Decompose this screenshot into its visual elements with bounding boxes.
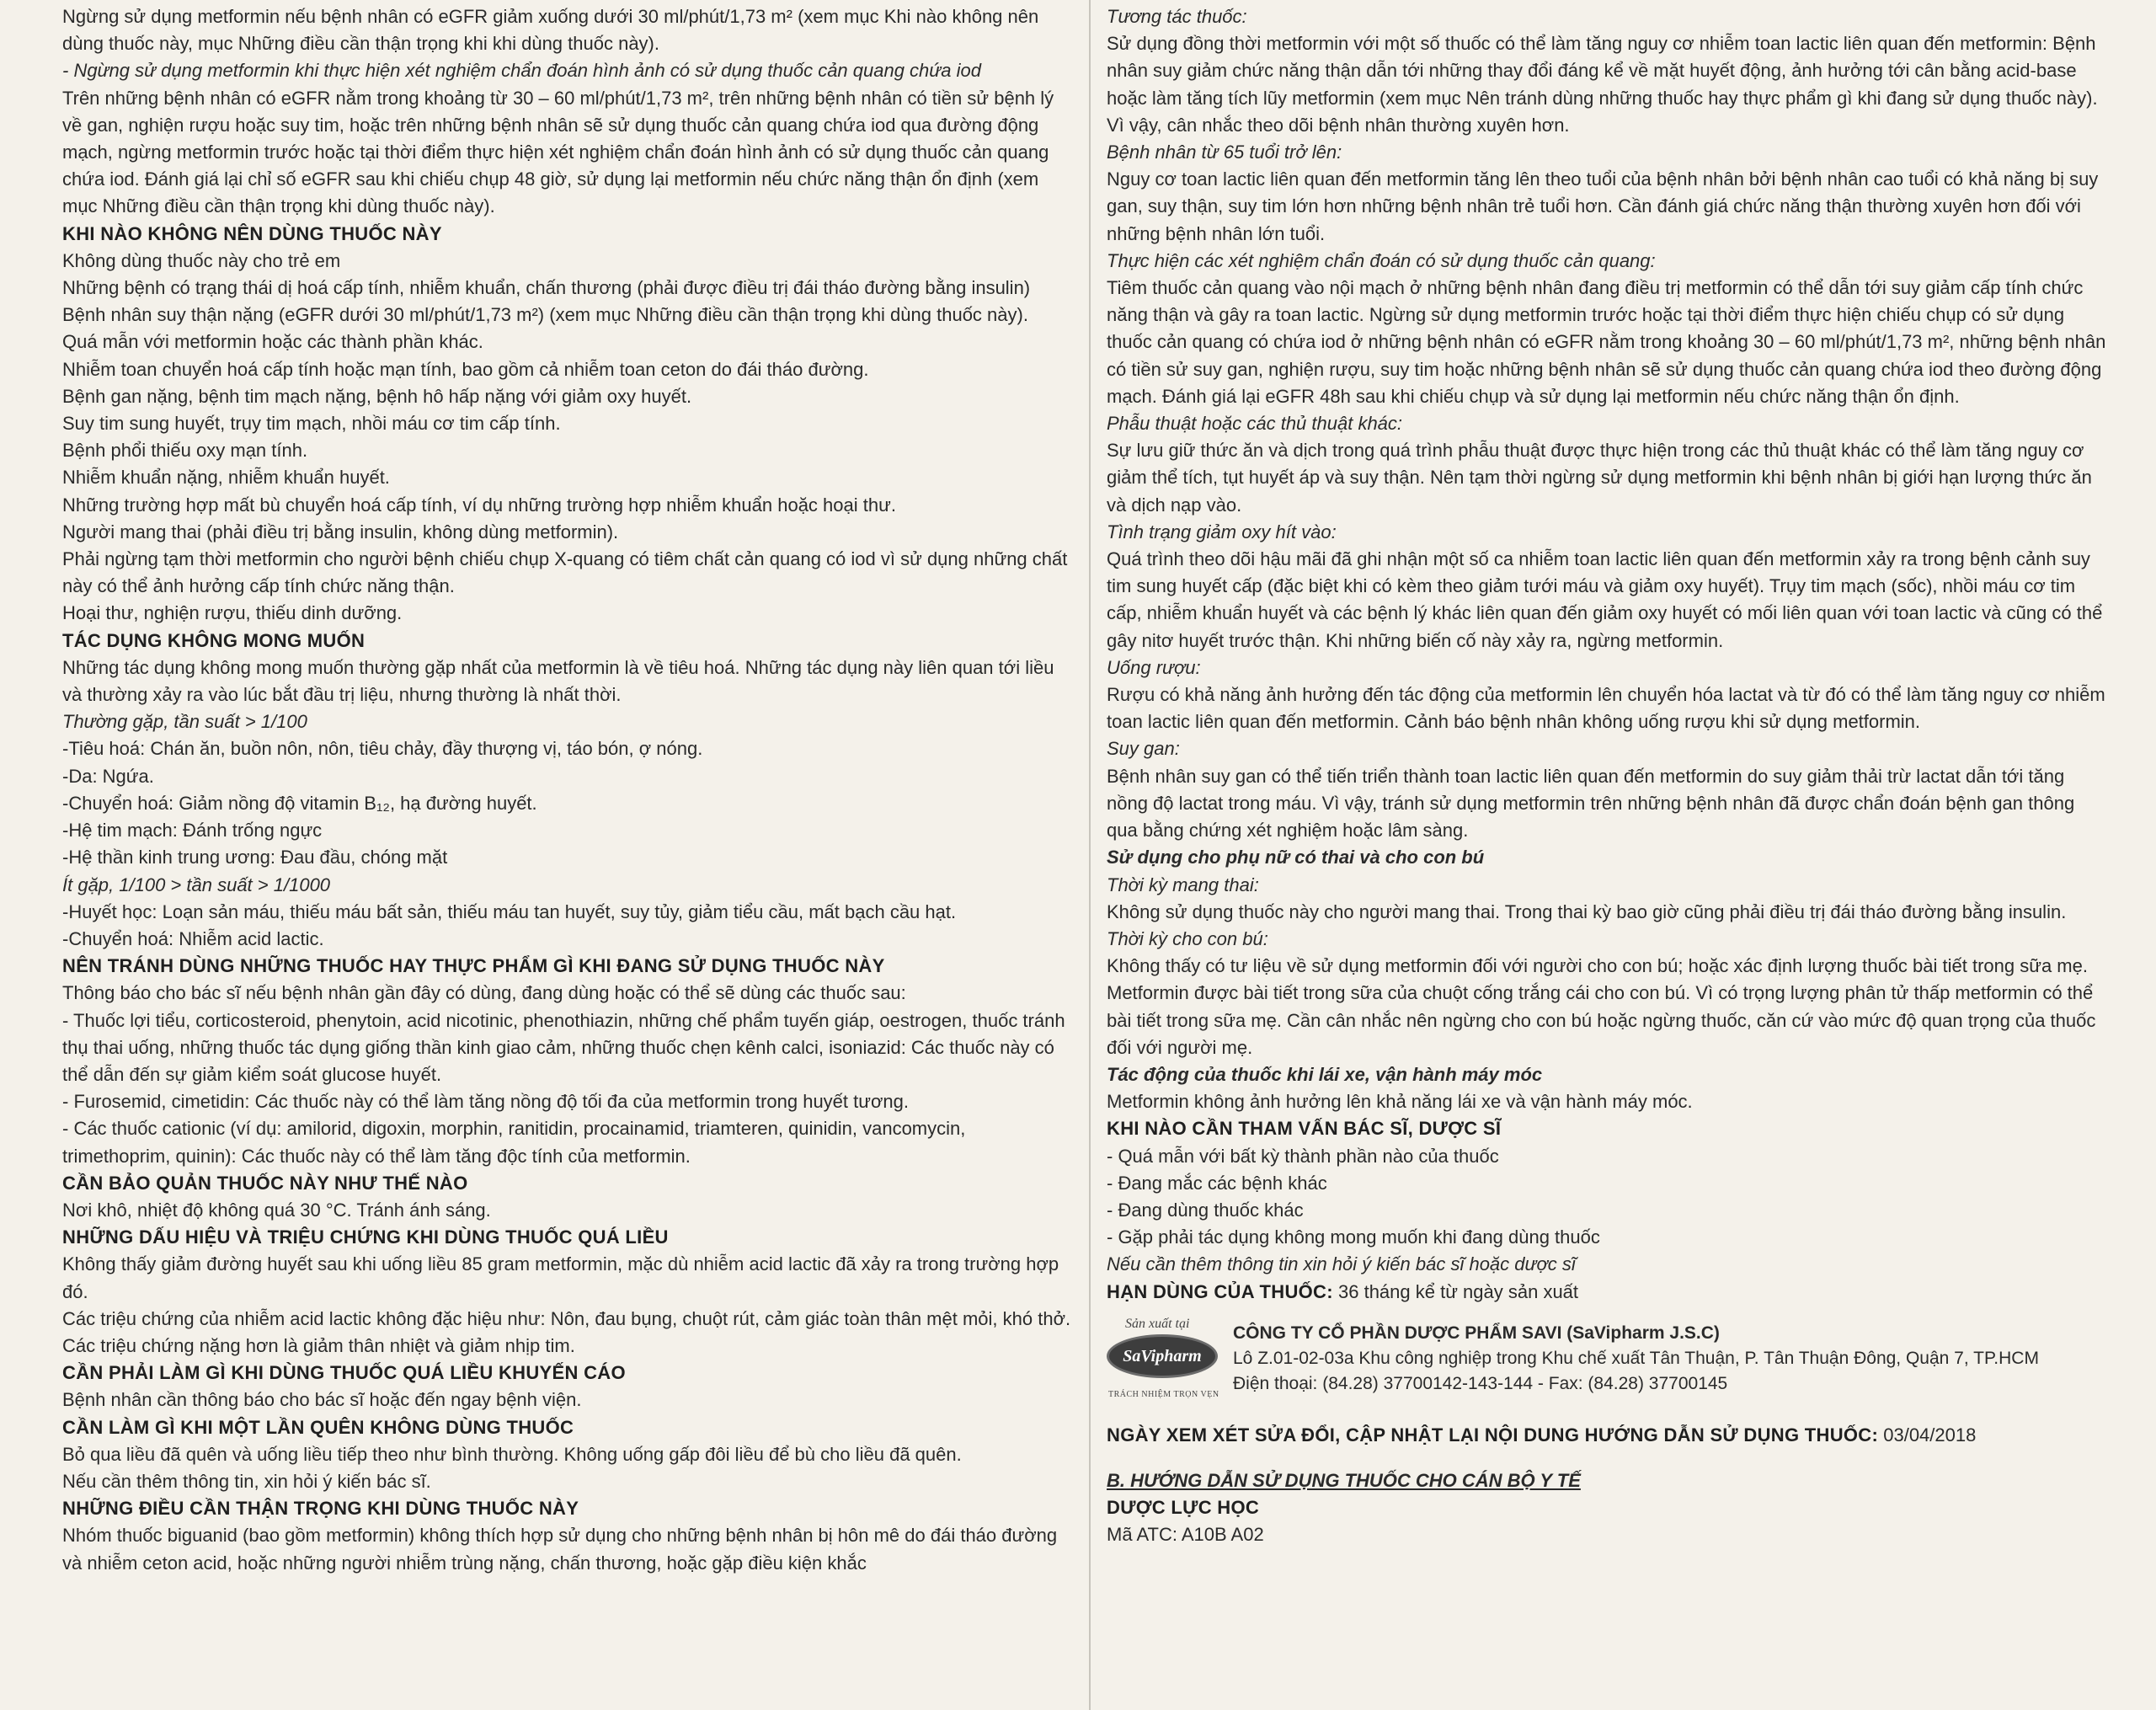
section-heading: CẦN BẢO QUẢN THUỐC NÀY NHƯ THẾ NÀO	[62, 1172, 468, 1194]
paragraph: Quá mẫn với metformin hoặc các thành phần khác.	[62, 331, 483, 353]
paragraph: Hoại thư, nghiện rượu, thiếu dinh dưỡng.	[62, 602, 403, 624]
atc-code: Mã ATC: A10B A02	[1107, 1524, 1264, 1546]
paragraph: Các triệu chứng của nhiễm acid lactic không đặc hiệu như: Nôn, đau bụng, chuột rút, cảm giác toàn thân mệt mỏi, khó thở. Các triệu chứng nặng hơn là giảm thân nhiệt và giảm nhịp tim.	[62, 1307, 1071, 1356]
part-b-heading: DƯỢC LỰC HỌC	[1107, 1497, 1260, 1519]
section-heading: CẦN LÀM GÌ KHI MỘT LẦN QUÊN KHÔNG DÙNG THUỐC	[62, 1416, 574, 1438]
subheading: - Ngừng sử dụng metformin khi thực hiện xét nghiệm chẩn đoán hình ảnh có sử dụng thuốc cản quang chứa iod	[62, 60, 981, 82]
paragraph: Quá trình theo dõi hậu mãi đã ghi nhận một số ca nhiễm toan lactic liên quan đến metformin xảy ra trong bệnh cảnh suy tim sung huyết cấp (đặc biệt khi có kèm theo giảm tưới máu và giảm oxy huyết). Trụy tim mạch (sốc), nhồi máu cơ tim cấp, nhiễm khuẩn huyết và các bệnh lý khác liên quan đến giảm oxy huyết có mối liên quan với toan lactic và cũng có thể gây nitơ huyết trước thận. Khi những biến cố này xảy ra, ngừng metformin.	[1107, 548, 2103, 651]
expiry-label: HẠN DÙNG CỦA THUỐC:	[1107, 1280, 1333, 1302]
paragraph: Không thấy giảm đường huyết sau khi uống liều 85 gram metformin, mặc dù nhiễm acid lactic đã xảy ra trong trường hợp đó.	[62, 1253, 1059, 1302]
subheading: Phẫu thuật hoặc các thủ thuật khác:	[1107, 413, 1403, 435]
paragraph: Nhiễm khuẩn nặng, nhiễm khuẩn huyết.	[62, 467, 390, 489]
revision-date: 03/04/2018	[1883, 1424, 1977, 1445]
paragraph: Người mang thai (phải điều trị bằng insulin, không dùng metformin).	[62, 521, 619, 542]
paragraph: Ngừng sử dụng metformin nếu bệnh nhân có eGFR giảm xuống dưới 30 ml/phút/1,73 m² (xem mục Khi nào không nên dùng thuốc này, mục Những điều cần thận trọng khi khi dùng thuốc này).	[62, 6, 1039, 55]
section-heading: TÁC DỤNG KHÔNG MONG MUỐN	[62, 629, 366, 651]
paragraph: - Gặp phải tác dụng không mong muốn khi đang dùng thuốc	[1107, 1226, 1600, 1248]
paragraph: -Da: Ngứa.	[62, 765, 154, 787]
paragraph: Trên những bệnh nhân có eGFR nằm trong khoảng từ 30 – 60 ml/phút/1,73 m², trên những bệnh nhân có tiền sử bệnh lý về gan, nghiện rượu hoặc suy tim, hoặc trên những bệnh nhân sẽ sử dụng thuốc cản quang chứa iod qua đường động mạch, ngừng metformin trước hoặc tại thời điểm thực hiện xét nghiệm chẩn đoán hình ảnh có sử dụng thuốc cản quang chứa iod. Đánh giá lại chỉ số eGFR sau khi chiếu chụp 48 giờ, sử dụng lại metformin nếu chức năng thận ổn định (xem mục Những điều cần thận trọng khi dùng thuốc này).	[62, 87, 1054, 217]
paragraph: -Hệ tim mạch: Đánh trống ngực	[62, 820, 323, 842]
paragraph: Bỏ qua liều đã quên và uống liều tiếp theo như bình thường. Không uống gấp đôi liều để bù cho liều đã quên.	[62, 1443, 962, 1465]
logo-slogan: TRÁCH NHIỆM TRỌN VẸN	[1108, 1389, 1219, 1399]
company-name: CÔNG TY CỔ PHẦN DƯỢC PHẨM SAVI (SaVipharm J.S.C)	[1233, 1323, 1720, 1343]
column-divider	[1089, 0, 1091, 1710]
expiry-value: 36 tháng kể từ ngày sản xuất	[1338, 1280, 1579, 1302]
paragraph: Phải ngừng tạm thời metformin cho người bệnh chiếu chụp X-quang có tiêm chất cản quang có iod vì sử dụng những chất này có thể ảnh hưởng cấp tính chức năng thận.	[62, 548, 1068, 597]
revision-label: NGÀY XEM XÉT SỬA ĐỔI, CẬP NHẬT LẠI NỘI DUNG HƯỚNG DẪN SỬ DỤNG THUỐC:	[1107, 1424, 1879, 1445]
revision-line	[1107, 1422, 2109, 1449]
paragraph: -Chuyển hoá: Giảm nồng độ vitamin B₁₂, hạ đường huyết.	[62, 792, 537, 814]
subheading: Thời kỳ mang thai:	[1107, 874, 1259, 895]
paragraph: -Chuyển hoá: Nhiễm acid lactic.	[62, 927, 324, 949]
paragraph: Nhóm thuốc biguanid (bao gồm metformin) không thích hợp sử dụng cho những bệnh nhân bị hôn mê do đái tháo đường và nhiễm ceton acid, hoặc những người nhiễm trùng nặng, chấn thương, hoặc gặp điều kiện khắc	[62, 1525, 1058, 1574]
paragraph: -Hệ thần kinh trung ương: Đau đầu, chóng mặt	[62, 847, 448, 868]
paragraph: Những bệnh có trạng thái dị hoá cấp tính, nhiễm khuẩn, chấn thương (phải được điều trị đái tháo đường bằng insulin)	[62, 277, 1031, 299]
paragraph: - Đang mắc các bệnh khác	[1107, 1172, 1327, 1194]
subheading: Uống rượu:	[1107, 656, 1201, 678]
paragraph: - Đang dùng thuốc khác	[1107, 1199, 1304, 1221]
paragraph: Nhiễm toan chuyển hoá cấp tính hoặc mạn tính, bao gồm cả nhiễm toan ceton do đái tháo đường.	[62, 358, 869, 380]
section-heading: NHỮNG ĐIỀU CẦN THẬN TRỌNG KHI DÙNG THUỐC NÀY	[62, 1498, 579, 1520]
section-heading: KHI NÀO KHÔNG NÊN DÙNG THUỐC NÀY	[62, 222, 442, 244]
subheading: Tình trạng giảm oxy hít vào:	[1107, 521, 1337, 542]
subheading: Thời kỳ cho con bú:	[1107, 927, 1268, 949]
paragraph: Suy tim sung huyết, trụy tim mạch, nhồi máu cơ tim cấp tính.	[62, 413, 561, 435]
subheading: Thực hiện các xét nghiệm chẩn đoán có sử dụng thuốc cản quang:	[1107, 249, 1656, 271]
company-address: Lô Z.01-02-03a Khu công nghiệp trong Khu chế xuất Tân Thuận, P. Tân Thuận Đông, Quận 7, TP.HCM	[1233, 1348, 2039, 1368]
expiry-line	[1107, 1279, 2109, 1306]
paragraph: Những trường hợp mất bù chuyển hoá cấp tính, ví dụ những trường hợp nhiễm khuẩn hoặc hoại thư.	[62, 494, 896, 516]
paragraph: Sử dụng đồng thời metformin với một số thuốc có thể làm tăng nguy cơ nhiễm toan lactic liên quan đến metformin: Bệnh nhân suy giảm chức năng thận dẫn tới những thay đổi đáng kể về mặt huyết động, ảnh hưởng tới cân bằng acid-base hoặc làm tăng tích lũy metformin (xem mục Nên tránh dùng những thuốc hay thực phẩm gì khi đang sử dụng thuốc này). Vì vậy, cân nhắc theo dõi bệnh nhân thường xuyên hơn.	[1107, 33, 2098, 136]
section-heading: Tác động của thuốc khi lái xe, vận hành máy móc	[1107, 1063, 1543, 1085]
paragraph: Không thấy có tư liệu về sử dụng metformin đối với người cho con bú; hoặc xác định lượng thuốc bài tiết trong sữa mẹ. Metformin được bài tiết trong sữa của chuột cống trắng cái cho con bú. Vì có trọng lượng phân tử thấp metformin có thể bài tiết trong sữa mẹ. Cần cân nhắc nên ngừng cho con bú hoặc ngừng thuốc, căn cứ vào mức độ quan trọng của thuốc đối với người mẹ.	[1107, 955, 2096, 1058]
subheading: Ít gặp, 1/100 > tần suất > 1/1000	[62, 874, 331, 895]
paragraph: -Tiêu hoá: Chán ăn, buồn nôn, nôn, tiêu chảy, đầy thượng vị, táo bón, ợ nóng.	[62, 738, 703, 760]
manufacturer-block	[1107, 1311, 2109, 1422]
subheading: Suy gan:	[1107, 738, 1180, 760]
paragraph: Nguy cơ toan lactic liên quan đến metformin tăng lên theo tuổi của bệnh nhân bởi bệnh nhân cao tuổi có khả năng bị suy gan, suy thận, suy tim lớn hơn những bệnh nhân trẻ tuổi hơn. Cần đánh giá chức năng thận thường xuyên hơn đối với những bệnh nhân lớn tuổi.	[1107, 168, 2099, 244]
paragraph: Sự lưu giữ thức ăn và dịch trong quá trình phẫu thuật được thực hiện trong các thủ thuật khác có thể làm tăng nguy cơ giảm thể tích, tụt huyết áp và suy thận. Nên tạm thời ngừng sử dụng metformin khi bệnh nhân bị giới hạn lượng thức ăn và dịch nạp vào.	[1107, 440, 2092, 516]
paragraph: Bệnh phổi thiếu oxy mạn tính.	[62, 440, 308, 462]
company-info	[1233, 1321, 2039, 1397]
paragraph: Bệnh gan nặng, bệnh tim mạch nặng, bệnh hô hấp nặng với giảm oxy huyết.	[62, 385, 692, 407]
spacer	[1107, 1449, 2109, 1467]
section-heading: NÊN TRÁNH DÙNG NHỮNG THUỐC HAY THỰC PHẨM GÌ KHI ĐANG SỬ DỤNG THUỐC NÀY	[62, 955, 885, 977]
subheading: Bệnh nhân từ 65 tuổi trở lên:	[1107, 142, 1342, 163]
made-at-caption: Sản xuất tại	[1125, 1316, 1190, 1331]
paragraph: - Các thuốc cationic (ví dụ: amilorid, digoxin, morphin, ranitidin, procainamid, triamteren, quinidin, vancomycin, trimethoprim, quinin): Các thuốc này có thể làm tăng độc tính của metformin.	[62, 1118, 966, 1167]
savipharm-logo: SaVipharm	[1107, 1334, 1218, 1378]
paragraph: - Quá mẫn với bất kỳ thành phần nào của thuốc	[1107, 1145, 1499, 1167]
section-heading: NHỮNG DẤU HIỆU VÀ TRIỆU CHỨNG KHI DÙNG THUỐC QUÁ LIỀU	[62, 1226, 669, 1248]
paragraph: Rượu có khả năng ảnh hưởng đến tác động của metformin lên chuyển hóa lactat và từ đó có thể làm tăng nguy cơ nhiễm toan lactic liên quan đến metformin. Cảnh báo bệnh nhân không uống rượu khi sử dụng metformin.	[1107, 684, 2105, 733]
part-b-title: B. HƯỚNG DẪN SỬ DỤNG THUỐC CHO CÁN BỘ Y TẾ	[1107, 1469, 1581, 1491]
paragraph: Bệnh nhân suy thận nặng (eGFR dưới 30 ml/phút/1,73 m²) (xem mục Những điều cần thận trọng khi dùng thuốc này).	[62, 304, 1028, 326]
right-column	[1107, 3, 2109, 1549]
paragraph: Không dùng thuốc này cho trẻ em	[62, 249, 341, 271]
paragraph: Không sử dụng thuốc này cho người mang thai. Trong thai kỳ bao giờ cũng phải điều trị đái tháo đường bằng insulin.	[1107, 900, 2067, 922]
right-column-paragraphs	[1107, 3, 2109, 1279]
subheading: Tương tác thuốc:	[1107, 6, 1247, 27]
paragraph: - Thuốc lợi tiểu, corticosteroid, phenytoin, acid nicotinic, phenothiazin, những chế phẩm tuyến giáp, oestrogen, thuốc tránh thụ thai uống, những thuốc tác dụng giống thần kinh giao cảm, những thuốc chẹn kênh calci, isoniazid: Các thuốc này có thể dẫn đến sự giảm kiểm soát glucose huyết.	[62, 1009, 1065, 1085]
section-heading: CẦN PHẢI LÀM GÌ KHI DÙNG THUỐC QUÁ LIỀU KHUYẾN CÁO	[62, 1362, 626, 1384]
subheading: Thường gặp, tần suất > 1/100	[62, 711, 307, 733]
paragraph: Những tác dụng không mong muốn thường gặp nhất của metformin là về tiêu hoá. Những tác dụng này liên quan tới liều và thường xảy ra vào lúc bắt đầu trị liệu, nhưng thường là nhất thời.	[62, 656, 1054, 706]
company-phone: Điện thoại: (84.28) 37700142-143-144 - Fax: (84.28) 37700145	[1233, 1373, 1728, 1393]
paragraph: -Huyết học: Loạn sản máu, thiếu máu bất sản, thiếu máu tan huyết, suy tủy, giảm tiểu cầu, mất bạch cầu hạt.	[62, 900, 957, 922]
section-heading: KHI NÀO CẦN THAM VẤN BÁC SĨ, DƯỢC SĨ	[1107, 1118, 1502, 1140]
paragraph: - Furosemid, cimetidin: Các thuốc này có thể làm tăng nồng độ tối đa của metformin trong huyết tương.	[62, 1091, 909, 1113]
paragraph: Nơi khô, nhiệt độ không quá 30 °C. Tránh ánh sáng.	[62, 1199, 491, 1221]
subheading: Nếu cần thêm thông tin xin hỏi ý kiến bác sĩ hoặc dược sĩ	[1107, 1253, 1576, 1275]
paragraph: Thông báo cho bác sĩ nếu bệnh nhân gần đây có dùng, đang dùng hoặc có thể sẽ dùng các thuốc sau:	[62, 982, 906, 1004]
paragraph: Bệnh nhân suy gan có thể tiến triển thành toan lactic liên quan đến metformin do suy giảm thải trừ lactat dẫn tới tăng nồng độ lactat trong máu. Vì vậy, tránh sử dụng metformin trên những bệnh nhân đã được chẩn đoán bệnh gan thông qua bằng chứng xét nghiệm hoặc lâm sàng.	[1107, 765, 2075, 842]
paragraph: Metformin không ảnh hưởng lên khả năng lái xe và vận hành máy móc.	[1107, 1091, 1693, 1113]
paragraph: Bệnh nhân cần thông báo cho bác sĩ hoặc đến ngay bệnh viện.	[62, 1389, 582, 1411]
paragraph: Tiêm thuốc cản quang vào nội mạch ở những bệnh nhân đang điều trị metformin có thể dẫn tới suy giảm cấp tính chức năng thận và gây ra toan lactic. Ngừng sử dụng metformin trước hoặc tại thời điểm thực hiện chiếu chụp có sử dụng thuốc cản quang có chứa iod ở những bệnh nhân có eGFR nằm trong khoảng 30 – 60 ml/phút/1,73 m², những bệnh nhân có tiền sử suy gan, nghiện rượu, suy tim hoặc những bệnh nhân sẽ sử dụng thuốc cản quang chứa iod theo đường động mạch. Đánh giá lại eGFR 48h sau khi chiếu chụp và sử dụng lại metformin nếu chức năng thận ổn định.	[1107, 277, 2106, 407]
section-heading: Sử dụng cho phụ nữ có thai và cho con bú	[1107, 847, 1485, 868]
left-column	[62, 3, 1071, 1577]
paragraph: Nếu cần thêm thông tin, xin hỏi ý kiến bác sĩ.	[62, 1470, 431, 1492]
